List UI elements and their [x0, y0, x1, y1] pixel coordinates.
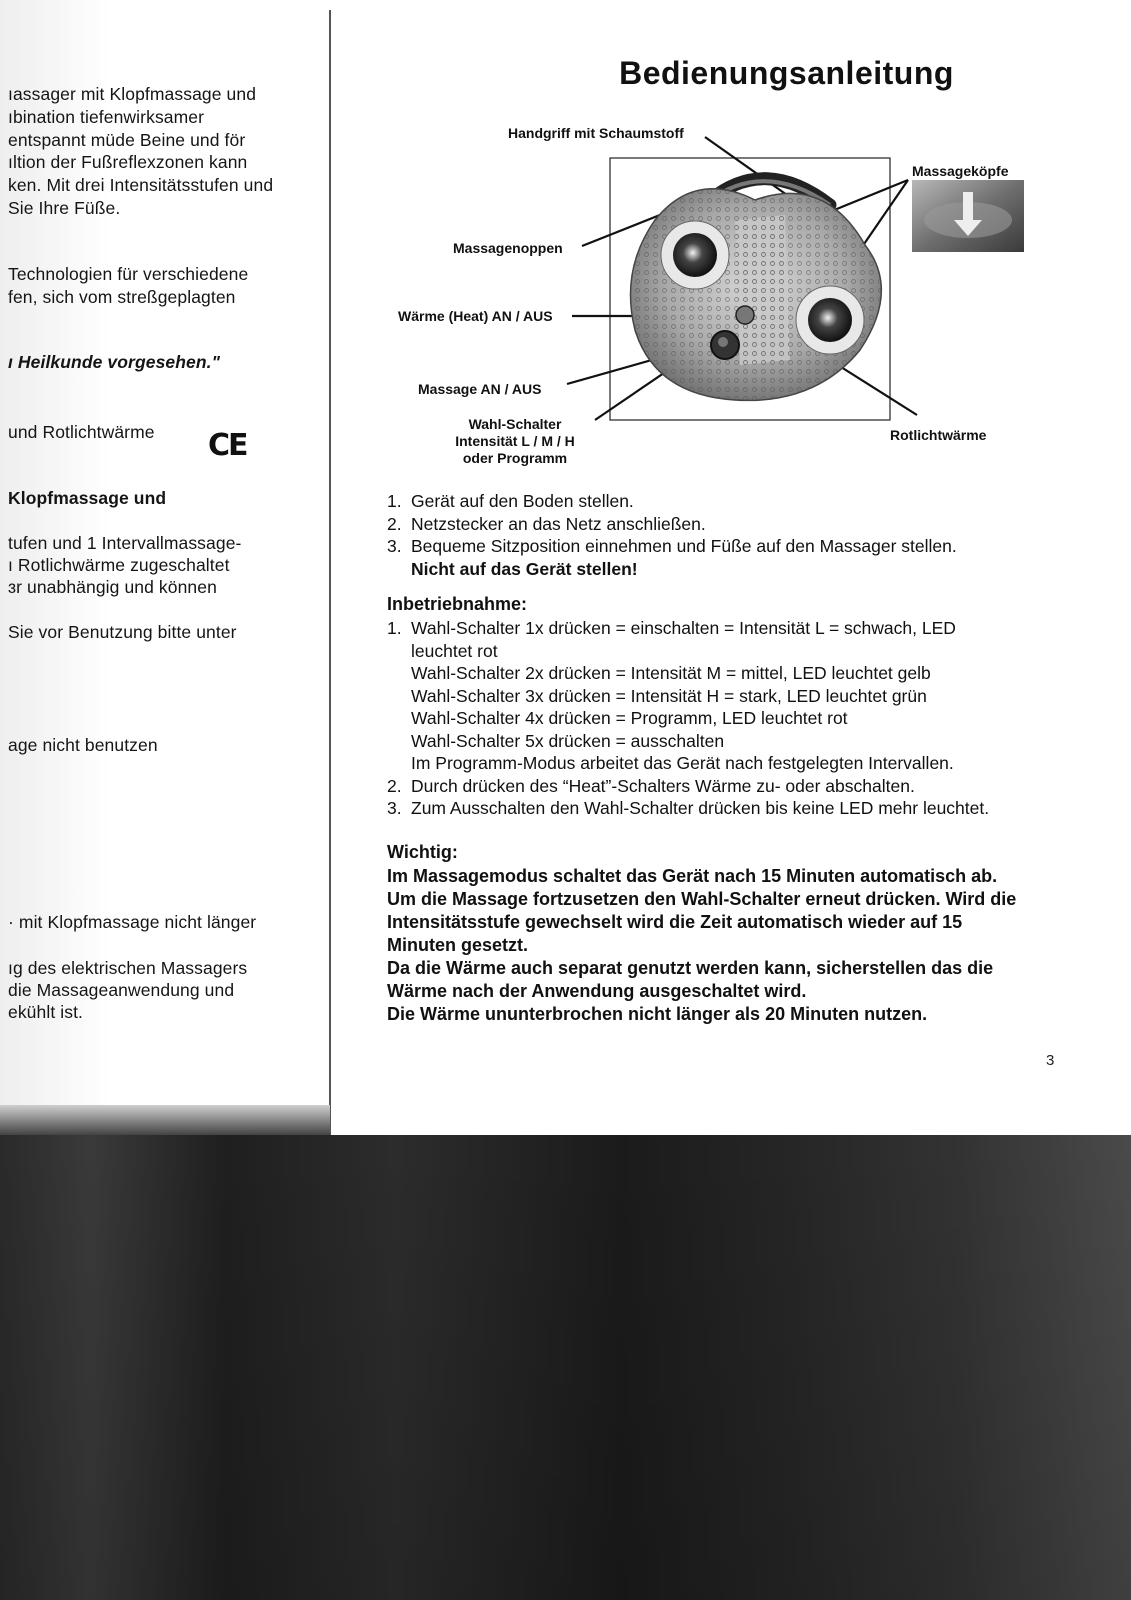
left-text-line: und Rotlichtwärme: [8, 422, 155, 442]
list-item: [387, 797, 1107, 820]
left-text-line: ı Rotlichwärme zugeschaltet: [8, 555, 230, 575]
left-text-line: ı Heilkunde vorgesehen.": [8, 352, 221, 372]
left-page-fragment: [0, 0, 335, 1130]
list-item: [387, 490, 1107, 513]
page-fold-divider: [329, 10, 331, 1135]
important-line: Intensitätsstufe gewechselt wird die Zeit automatisch wieder auf 15: [387, 911, 963, 932]
instruction-page: [332, 0, 1131, 1135]
left-text-line: die Massageanwendung und: [8, 980, 235, 1000]
step-warning: Nicht auf das Gerät stellen!: [411, 558, 638, 579]
step-text: Wahl-Schalter 3x drücken = Intensität H = stark, LED leuchtet grün: [411, 685, 927, 706]
left-text-line: ıbination tiefenwirksamer: [8, 107, 205, 127]
product-diagram: [332, 0, 1131, 500]
left-text-line: Klopfmassage und: [8, 488, 167, 508]
step-number: 2.: [387, 513, 402, 534]
step-text: Wahl-Schalter 2x drücken = Intensität M = mittel, LED leuchtet gelb: [411, 663, 931, 683]
step-text: Zum Ausschalten den Wahl-Schalter drücken bis keine LED mehr leuchtet.: [411, 798, 990, 818]
foot-massager-image: [615, 160, 900, 422]
left-text-line: tufen und 1 Intervallmassage-: [8, 533, 242, 553]
step-text: Im Programm-Modus arbeitet das Gerät nach festgelegten Intervallen.: [411, 753, 954, 773]
important-line: Da die Wärme auch separat genutzt werden kann, sicherstellen das die: [387, 957, 994, 978]
label-heat-switch: Wärme (Heat) AN / AUS: [398, 308, 553, 324]
important-line: Im Massagemodus schaltet das Gerät nach 15 Minuten automatisch ab.: [387, 865, 998, 886]
step-number: 1.: [387, 491, 402, 511]
list-item: [387, 535, 1107, 580]
page-title: Bedienungsanleitung: [619, 55, 954, 91]
step-text: Durch drücken des “Heat”-Schalters Wärme zu- oder abschalten.: [411, 775, 915, 796]
step-number: 3.: [387, 536, 402, 556]
important-line: Minuten gesetzt.: [387, 934, 529, 955]
list-item: [387, 775, 1107, 798]
left-text-line: ıltion der Fußreflexzonen kann: [8, 152, 248, 172]
step-number: 2.: [387, 775, 402, 796]
left-text-line: Sie vor Benutzung bitte unter: [8, 622, 237, 642]
instructions-content: [387, 490, 1107, 1026]
left-text-line: Technologien für verschiedene: [8, 264, 249, 284]
scan-background: [0, 1135, 1131, 1600]
left-text-line: ɜr unabhängig und können: [8, 577, 217, 597]
important-line: Die Wärme ununterbrochen nicht länger als 20 Minuten nutzen.: [387, 1003, 928, 1024]
label-handle: Handgriff mit Schaumstoff: [508, 125, 684, 141]
label-red-light-heat: Rotlichtwärme: [890, 427, 987, 443]
list-item: [387, 617, 1107, 775]
list-item: [387, 513, 1107, 536]
left-text-line: ıg des elektrischen Massagers: [8, 958, 248, 978]
left-text-line: · mit Klopfmassage nicht länger: [8, 912, 257, 932]
label-selector-line: oder Programm: [462, 450, 568, 466]
left-text-line: entspannt müde Beine und för: [8, 130, 246, 150]
step-number: 3.: [387, 798, 402, 818]
setup-steps-list: [387, 490, 1107, 580]
section-heading-important: Wichtig:: [387, 841, 458, 862]
left-text-line: ekühlt ist.: [8, 1002, 84, 1022]
ce-mark-icon: CE: [208, 428, 247, 463]
step-text: Bequeme Sitzposition einnehmen und Füße auf den Massager stellen.: [411, 536, 957, 556]
left-text-line: age nicht benutzen: [8, 735, 158, 755]
left-text-line: ken. Mit drei Intensitätsstufen und: [8, 175, 274, 195]
step-number: 1.: [387, 618, 402, 638]
important-line: Wärme nach der Anwendung ausgeschaltet wird.: [387, 980, 807, 1001]
label-massage-switch: Massage AN / AUS: [418, 381, 542, 397]
step-text: leuchtet rot: [411, 640, 498, 661]
important-line: Um die Massage fortzusetzen den Wahl-Schalter erneut drücken. Wird die: [387, 888, 1017, 909]
important-notes: [387, 865, 1107, 1026]
massage-head-inset-image: [912, 180, 1024, 252]
label-massage-nubs: Massagenoppen: [453, 240, 563, 256]
label-selector-switch: [442, 416, 588, 467]
step-text: Wahl-Schalter 5x drücken = ausschalten: [411, 730, 725, 751]
step-text: Wahl-Schalter 1x drücken = einschalten = Intensität L = schwach, LED: [411, 618, 956, 638]
left-text-line: ıassager mit Klopfmassage und: [8, 84, 257, 104]
section-heading-operation: Inbetriebnahme:: [387, 594, 528, 614]
step-text: Netzstecker an das Netz anschließen.: [411, 513, 706, 534]
left-text-line: fen, sich vom streßgeplagten: [8, 287, 236, 307]
label-selector-line: Wahl-Schalter: [468, 416, 562, 432]
left-text-line: Sie Ihre Füße.: [8, 198, 121, 218]
scan-shadow: [0, 1105, 330, 1137]
operation-steps-list: [387, 617, 1107, 820]
page-number: 3: [1046, 1052, 1055, 1069]
step-text: Gerät auf den Boden stellen.: [411, 491, 634, 511]
step-text: Wahl-Schalter 4x drücken = Programm, LED leuchtet rot: [411, 708, 848, 728]
label-selector-line: Intensität L / M / H: [455, 433, 575, 449]
label-massage-heads: Massageköpfe: [912, 163, 1009, 179]
